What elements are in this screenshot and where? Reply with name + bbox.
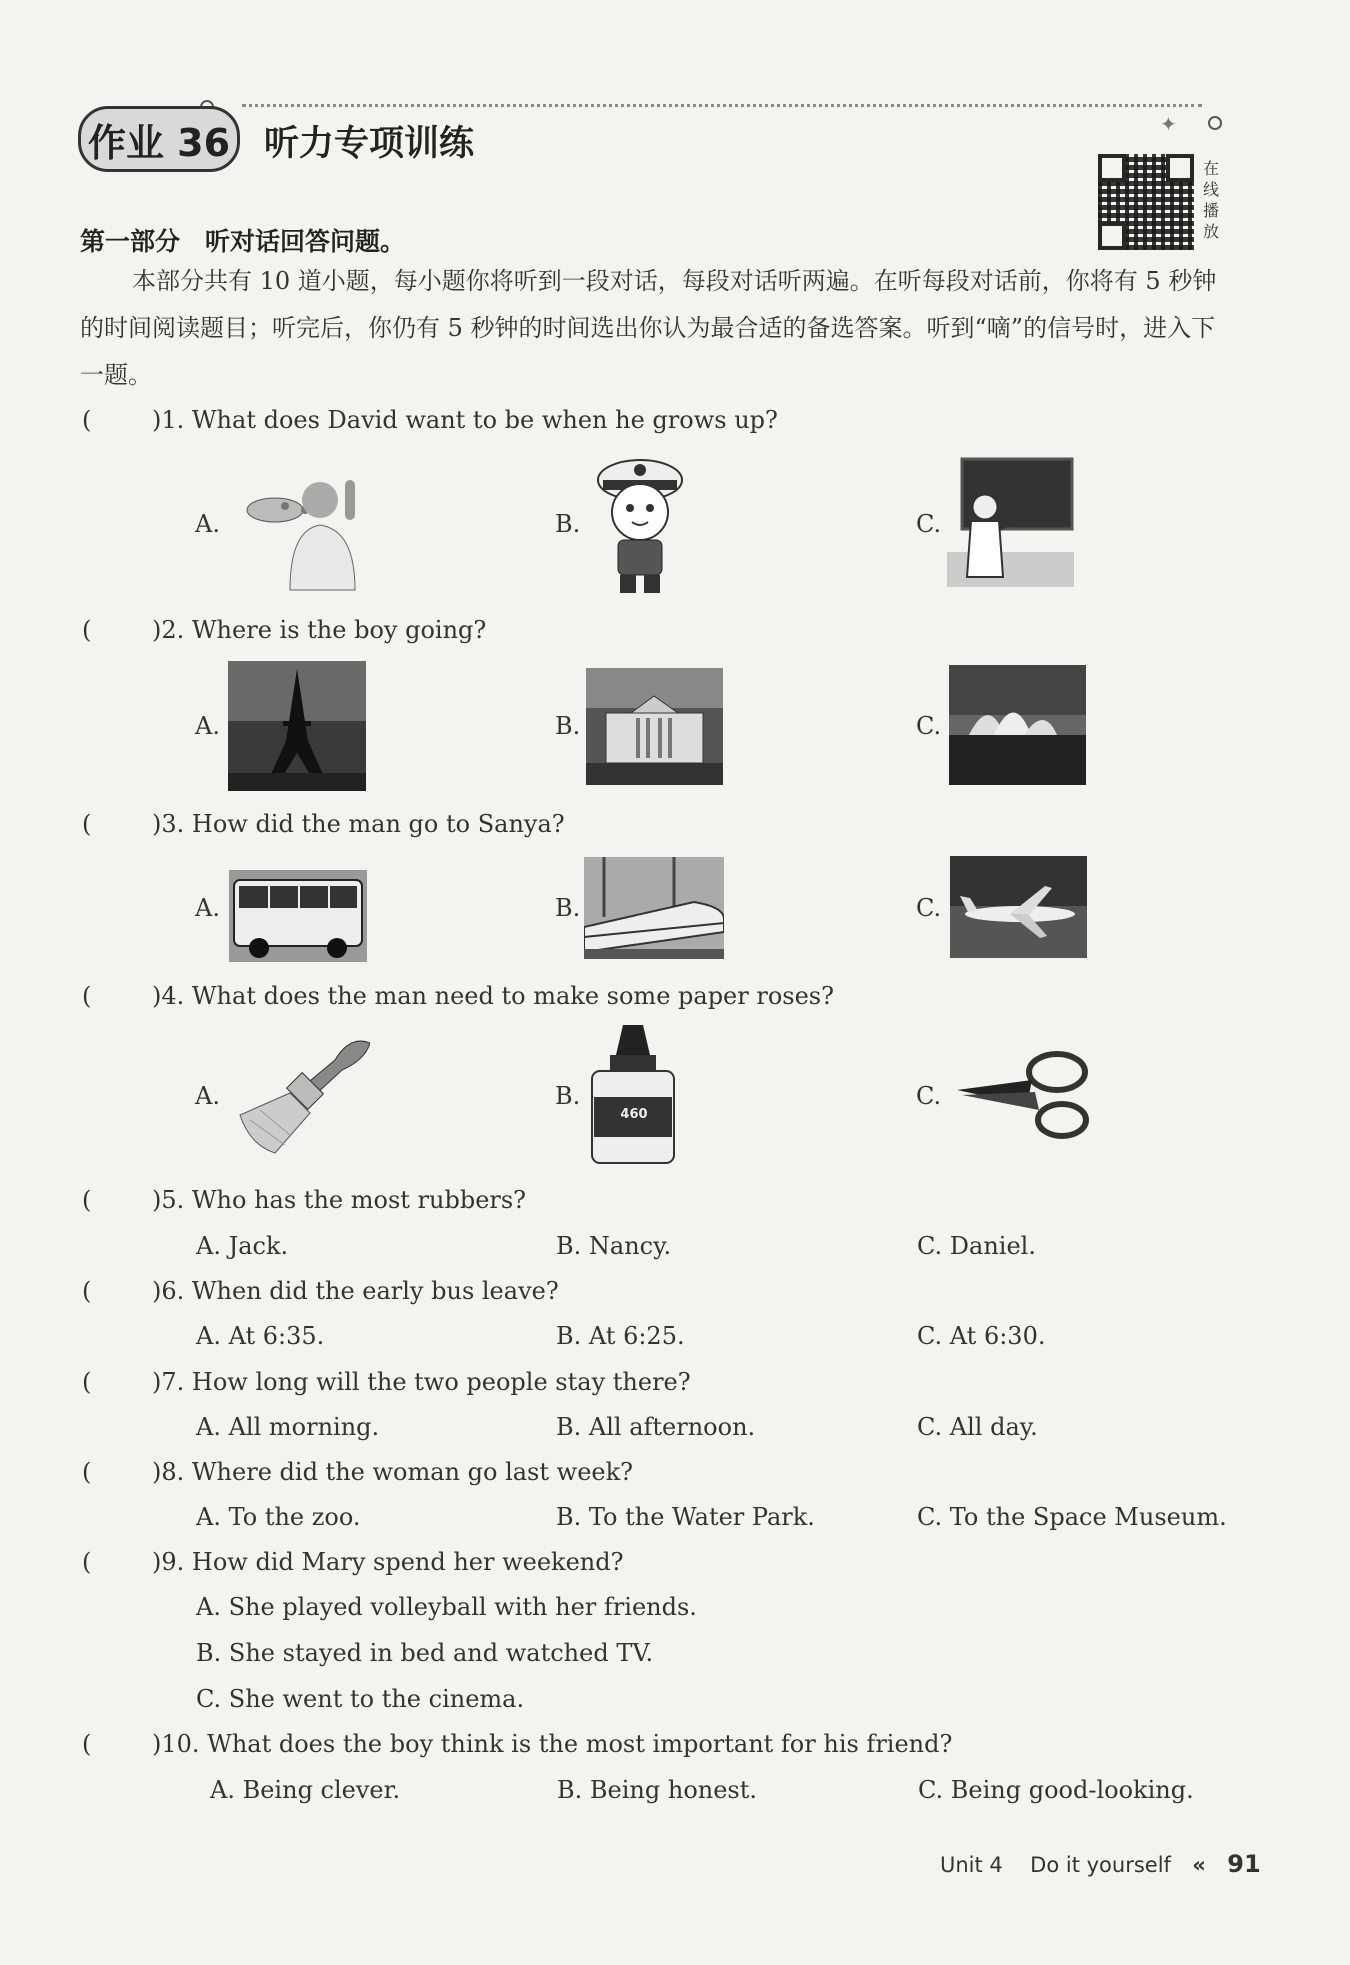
question-1: ( )1. What does David want to be when he grows up? [82, 406, 778, 434]
section-title: 第一部分 听对话回答问题。 [80, 227, 406, 256]
eiffel-tower-picture [228, 661, 366, 791]
glue-picture [588, 1025, 678, 1165]
police-officer-picture [588, 450, 693, 598]
question-7: ( )7. How long will the two people stay there? [82, 1368, 691, 1396]
option-3a: A. [195, 894, 220, 922]
question-9: ( )9. How did Mary spend her weekend? [82, 1548, 624, 1576]
option-7b[interactable]: B. All afternoon. [556, 1413, 756, 1441]
option-7a[interactable]: A. All morning. [196, 1413, 380, 1441]
header-dotted-line [242, 104, 1202, 109]
option-5b[interactable]: B. Nancy. [556, 1232, 672, 1260]
question-10: ( )10. What does the boy think is the most important for his friend? [82, 1730, 953, 1758]
question-3: ( )3. How did the man go to Sanya? [82, 810, 565, 838]
double-chevron-left-icon: « [1192, 1853, 1206, 1877]
teacher-picture [947, 457, 1074, 587]
option-8b[interactable]: B. To the Water Park. [556, 1503, 815, 1531]
option-4b: B. [555, 1082, 581, 1110]
option-6b[interactable]: B. At 6:25. [556, 1322, 685, 1350]
header-ring-icon [1208, 116, 1222, 130]
footer [940, 1850, 1261, 1878]
option-8c[interactable]: C. To the Space Museum. [917, 1503, 1227, 1531]
svg-text:460: 460 [620, 1107, 648, 1122]
option-10c[interactable]: C. Being good-looking. [918, 1776, 1194, 1804]
question-5: ( )5. Who has the most rubbers? [82, 1186, 527, 1214]
option-3c: C. [916, 894, 942, 922]
option-1a: A. [195, 510, 220, 538]
option-9c[interactable]: C. She went to the cinema. [196, 1685, 525, 1713]
scissors-picture [957, 1050, 1092, 1145]
chef-picture [245, 470, 375, 595]
option-5c[interactable]: C. Daniel. [917, 1232, 1036, 1260]
option-6c[interactable]: C. At 6:30. [917, 1322, 1046, 1350]
sydney-opera-house-picture [949, 665, 1086, 785]
section-instructions: 本部分共有 10 道小题，每小题你将听到一段对话，每段对话听两遍。在听每段对话前，你将有 5 秒钟的时间阅读题目；听完后，你仍有 5 秒钟的时间选出你认为最合适的备选答案。听到“嘀”的信号时，进入下一题。 [80, 267, 1217, 389]
footer-unit: Unit 4 [940, 1853, 1003, 1877]
option-5a[interactable]: A. Jack. [196, 1232, 289, 1260]
airplane-picture [950, 856, 1087, 958]
bus-picture [229, 870, 367, 962]
qr-label: 在线播放 [1203, 159, 1220, 241]
option-4c: C. [916, 1082, 942, 1110]
question-2: ( )2. Where is the boy going? [82, 616, 487, 644]
option-7c[interactable]: C. All day. [917, 1413, 1038, 1441]
option-10b[interactable]: B. Being honest. [557, 1776, 758, 1804]
option-1b: B. [555, 510, 581, 538]
page-number: 91 [1227, 1850, 1261, 1878]
option-9b[interactable]: B. She stayed in bed and watched TV. [196, 1639, 654, 1667]
qr-code-icon[interactable] [1098, 154, 1194, 250]
option-3b: B. [555, 894, 581, 922]
question-8: ( )8. Where did the woman go last week? [82, 1458, 634, 1486]
option-1c: C. [916, 510, 942, 538]
train-picture [584, 857, 724, 959]
option-2a: A. [195, 712, 220, 740]
option-8a[interactable]: A. To the zoo. [196, 1503, 361, 1531]
footer-title: Do it yourself [1030, 1853, 1171, 1877]
homework-title: 听力专项训练 [264, 124, 475, 164]
option-2b: B. [555, 712, 581, 740]
option-4a: A. [195, 1082, 220, 1110]
homework-number-badge: 作业 36 [78, 106, 240, 172]
brush-picture [230, 1035, 370, 1155]
option-10a[interactable]: A. Being clever. [210, 1776, 401, 1804]
white-house-picture [586, 668, 723, 785]
option-6a[interactable]: A. At 6:35. [196, 1322, 325, 1350]
sparkle-icon: ✦ [1160, 112, 1177, 136]
option-2c: C. [916, 712, 942, 740]
question-4: ( )4. What does the man need to make some paper roses? [82, 982, 834, 1010]
option-9a[interactable]: A. She played volleyball with her friends. [196, 1593, 697, 1621]
question-6: ( )6. When did the early bus leave? [82, 1277, 559, 1305]
